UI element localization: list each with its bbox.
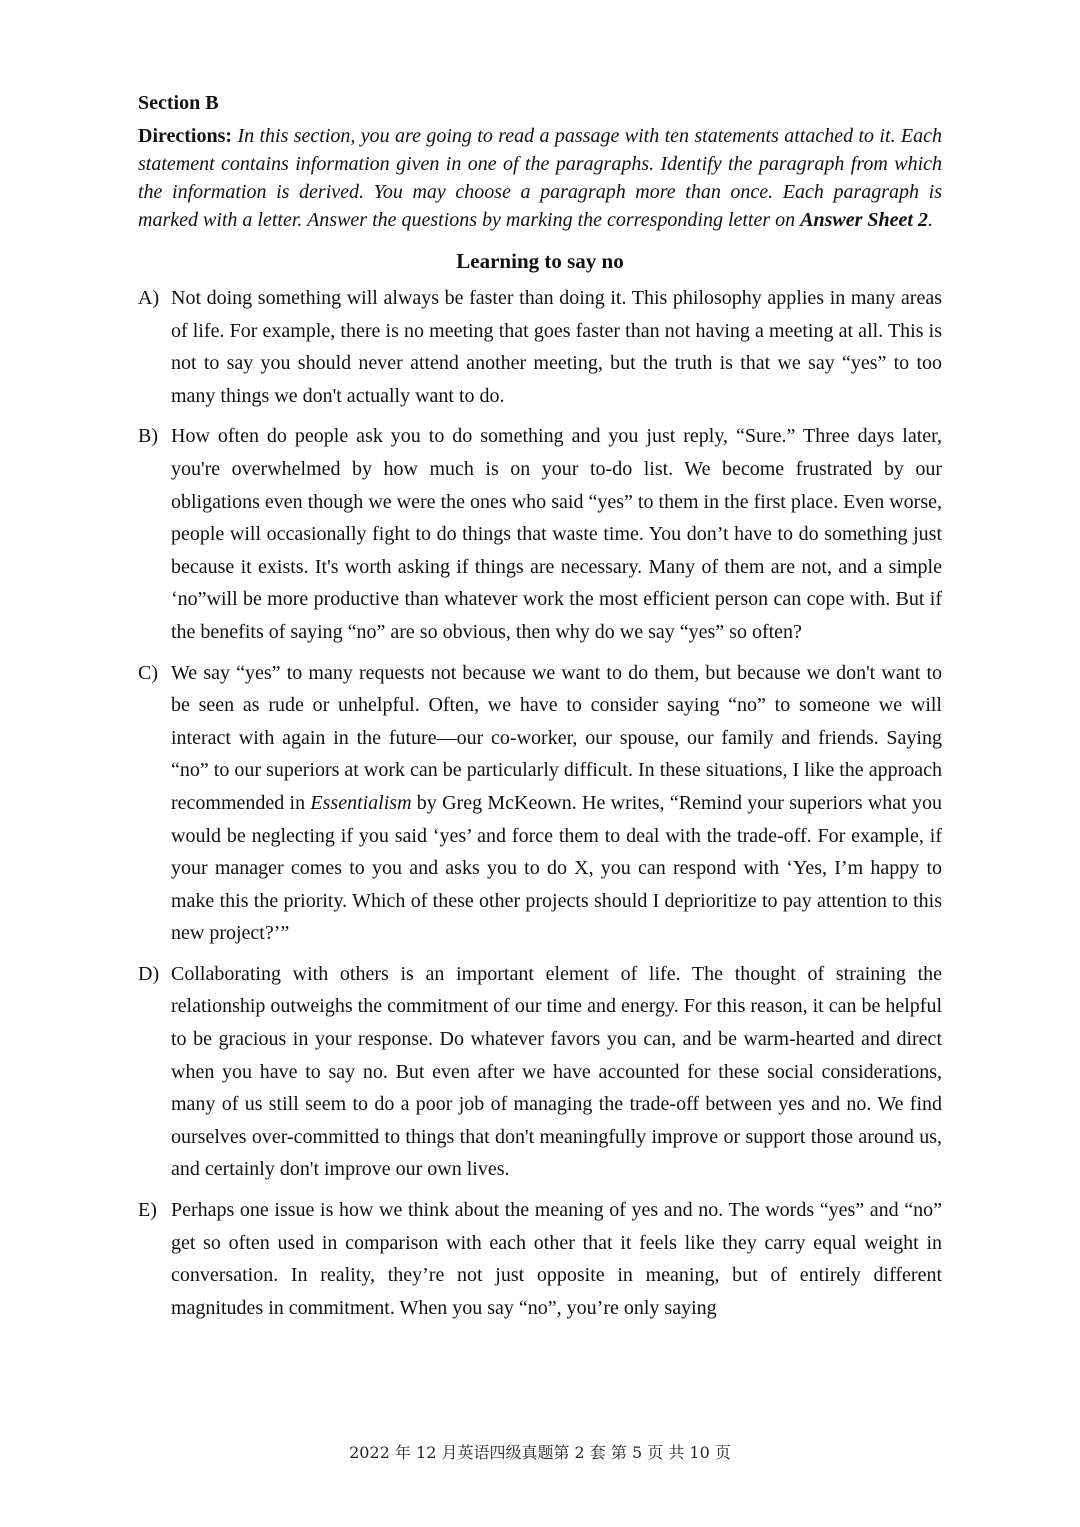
page-content xyxy=(138,88,942,1332)
paragraph-d xyxy=(138,958,942,1186)
paragraph-c xyxy=(138,657,942,950)
directions xyxy=(138,122,942,234)
paragraph-text: Perhaps one issue is how we think about the meaning of yes and no. The words “yes” and “no” get so often used in comparison with each other that it feels like they carry equal weight in conversation. In reality, they’re not just opposite in meaning, but of entirely different magnitudes in commitment. When you say “no”, you’re only saying xyxy=(171,1199,942,1319)
paragraph-b xyxy=(138,420,942,648)
paragraph-text-before: We say “yes” to many requests not because we want to do them, but because we don't want to be seen as rude or unhelpful. Often, we have to consider saying “no” to someone we will interact with again in the future—our co-worker, our spouse, our family and friends. Saying “no” to our superiors at work can be particularly difficult. In these situations, I like the approach recommended in xyxy=(171,661,942,814)
directions-end: . xyxy=(927,209,933,231)
answer-sheet-ref: Answer Sheet 2 xyxy=(800,209,928,231)
paragraph-text: How often do people ask you to do something and you just reply, “Sure.” Three days later, you're overwhelmed by how much is on your to-do list. We become frustrated by our obligations even though we were the ones who said “yes” to them in the first place. Even worse, people will occasionally fight to do things that waste time. You don’t have to do something just because it exists. It's worth asking if things are necessary. Many of them are not, and a simple ‘no”will be more productive than whatever work the most efficient person can cope with. But if the benefits of saying “no” are so obvious, then why do we say “yes” so often? xyxy=(171,425,942,643)
page-footer: 2022 年 12 月英语四级真题第 2 套 第 5 页 共 10 页 xyxy=(349,1443,731,1462)
paragraph-text: Collaborating with others is an important element of life. The thought of straining the relationship outweighs the commitment of our time and energy. For this reason, it can be helpful to be gracious in your response. Do whatever favors you can, and be warm-hearted and direct when you have to say no. But even after we have accounted for these social considerations, many of us still seem to do a poor job of managing the trade-off between yes and no. We find ourselves over-committed to things that don't meaningfully improve or support those around us, and certainly don't improve our own lives. xyxy=(171,962,942,1181)
section-title: Section B xyxy=(138,92,219,114)
directions-text: In this section, you are going to read a passage with ten statements attached to it. Each statement contains information given in one of the paragraphs. Identify the paragraph from which the information is derived. You may choose a paragraph more than once. Each paragraph is marked with a letter. Answer the questions by marking the corresponding letter on xyxy=(138,125,942,231)
directions-label: Directions: xyxy=(138,125,233,147)
paragraph-letter: B) xyxy=(138,425,158,448)
book-title: Essentialism xyxy=(310,791,412,814)
paragraph-text-after: by Greg McKeown. He writes, “Remind your superiors what you would be neglecting if you said ‘yes’ and force them to deal with the trade-off. For example, if your manager comes to you and asks you to do X, you can respond with ‘Yes, I’m happy to make this the priority. Which of these other projects should I deprioritize to pay attention to this new project?’” xyxy=(171,791,942,945)
paragraph-letter: D) xyxy=(138,962,160,985)
paragraph-e xyxy=(138,1194,942,1324)
paragraph-a xyxy=(138,282,942,412)
paragraph-letter: A) xyxy=(138,287,160,309)
paragraph-letter: E) xyxy=(138,1199,157,1222)
passage-title: Learning to say no xyxy=(456,249,624,273)
paragraph-text: Not doing something will always be faster than doing it. This philosophy applies in many areas of life. For example, there is no meeting that goes faster than not having a meeting at all. This is not to say you should never attend another meeting, but the truth is that we say “yes” to too many things we don't actually want to do. xyxy=(171,287,942,407)
paragraph-letter: C) xyxy=(138,661,158,684)
